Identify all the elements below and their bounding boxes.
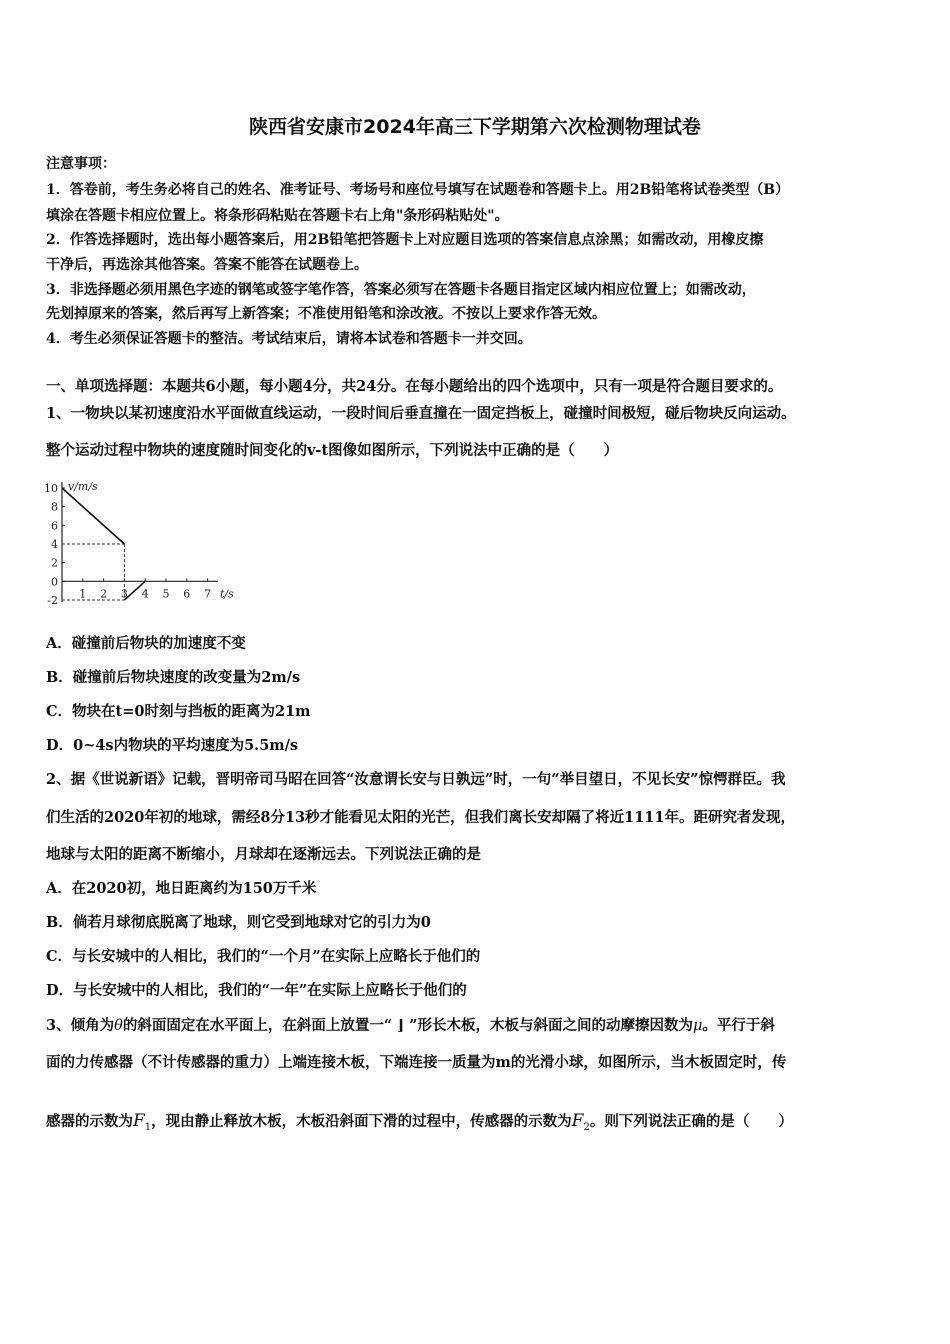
page-title: 陕西省安康市2024年高三下学期第六次检测物理试卷 [249,116,701,138]
q1-option-c: C．物块在t=0时刻与挡板的距离为21m [46,703,311,720]
series-segment [62,488,124,544]
vt-chart [40,476,234,607]
f2-symbol: F [571,1111,584,1131]
q1-option-d: D．0~4s内物块的平均速度为5.5m/s [46,737,299,754]
f1-symbol: F [133,1111,145,1131]
q1-option-b: B．碰撞前后物块速度的改变量为2m/s [46,669,301,686]
section-heading: 一、单项选择题：本题共6小题，每小题4分，共24分。在每小题给出的四个选项中，只有一项是符合题目要求的。 [46,378,783,395]
notice-heading: 注意事项： [46,156,116,172]
x-tick-label: 3 [120,587,128,601]
q2-stem-line: 地球与太阳的距离不断缩小，月球却在逐渐远去。下列说法正确的是 [46,846,481,863]
q1-stem-line: 整个运动过程中物块的速度随时间变化的v-t图像如图所示，下列说法中正确的是（ ） [46,442,619,459]
q2-option-a: A．在2020初，地日距离约为150万千米 [46,880,317,897]
q2-stem-line: 2、据《世说新语》记载，晋明帝司马昭在回答“汝意谓长安与日孰远”时，一句“举目望日，不见长安”惊愕群臣。我 [46,771,786,788]
f1-subscript: 1 [144,1121,152,1133]
q2-option-d: D．与长安城中的人相比，我们的“一年”在实际上应略长于他们的 [46,982,467,999]
q2-option-c: C．与长安城中的人相比，我们的“一个月”在实际上应略长于他们的 [46,948,481,965]
mu-symbol: μ [692,1018,703,1034]
q3-stem-line [46,1014,775,1035]
notice-line: 3．非选择题必须用黑色字迹的钢笔或签字笔作答，答案必须写在答题卡各题目指定区域内相应位置上；如需改动， [46,282,756,298]
y-tick-label: 0 [51,575,58,589]
y-axis-label: v/m/s [68,480,98,493]
x-tick-label: 7 [204,587,212,601]
y-tick-label: -2 [47,594,58,607]
y-tick-label: 4 [51,538,58,551]
x-tick-label: 6 [183,587,191,601]
q3-text: 3、倾角为 [46,1017,115,1034]
q3-text: 的斜面固定在水平面上，在斜面上放置一“ ⌋ ”形长木板，木板与斜面之间的动摩擦因数为 [122,1017,693,1034]
f2-subscript: 2 [583,1121,590,1133]
x-tick-label: 5 [162,587,170,601]
q1-stem-line: 1、一物块以某初速度沿水平面做直线运动，一段时间后垂直撞在一固定挡板上，碰撞时间极短，碰后物块反向运动。 [46,405,796,422]
notice-line: 干净后，再选涂其他答案。答案不能答在试题卷上。 [46,257,368,273]
notice-line: 2．作答选择题时，选出每小题答案后，用2B铅笔把答题卡上对应题目选项的答案信息点涂黑；如需改动，用橡皮擦 [46,232,764,248]
q3-text: 感器的示数为 [46,1113,133,1130]
y-tick-label: 8 [51,500,58,514]
x-axis-label: t/s [220,587,234,601]
notice-line: 4．考生必须保证答题卡的整洁。考试结束后，请将本试卷和答题卡一并交回。 [46,331,532,347]
q3-text: ，现由静止释放木板，木板沿斜面下滑的过程中，传感器的示数为 [151,1113,572,1130]
q2-stem-line: 们生活的2020年初的地球，需经8分13秒才能看见太阳的光芒，但我们离长安却隔了将近1111年。距研究者发现， [46,809,795,826]
theta-symbol: θ [114,1018,123,1034]
x-tick-label: 2 [100,587,108,601]
q1-option-a: A．碰撞前后物块的加速度不变 [46,635,246,652]
notice-line: 填涂在答题卡相应位置上。将条形码粘贴在答题卡右上角"条形码粘贴处"。 [46,208,509,224]
y-tick-label: 2 [51,556,58,570]
notice-line: 先划掉原来的答案，然后再写上新答案；不准使用铅笔和涂改液。不按以上要求作答无效。 [46,306,606,322]
y-tick-label: 6 [51,519,58,533]
notice-line: 1．答卷前，考生务必将自己的姓名、准考证号、考场号和座位号填写在试题卷和答题卡上。用2B铅笔将试卷类型（B） [46,182,790,198]
q3-stem-line: 面的力传感器（不计传感器的重力）上端连接木板，下端连接一质量为m的光滑小球，如图所示，当木板固定时，传 [46,1054,787,1071]
x-tick-label: 4 [141,587,149,601]
y-tick-label: 10 [44,482,58,495]
q3-stem-line [46,1110,793,1133]
q3-text: 。平行于斜 [702,1017,775,1034]
q2-option-b: B．倘若月球彻底脱离了地球，则它受到地球对它的引力为0 [46,914,431,931]
q3-text: 。则下列说法正确的是（ ） [589,1113,793,1130]
x-tick-label: 1 [79,587,87,601]
